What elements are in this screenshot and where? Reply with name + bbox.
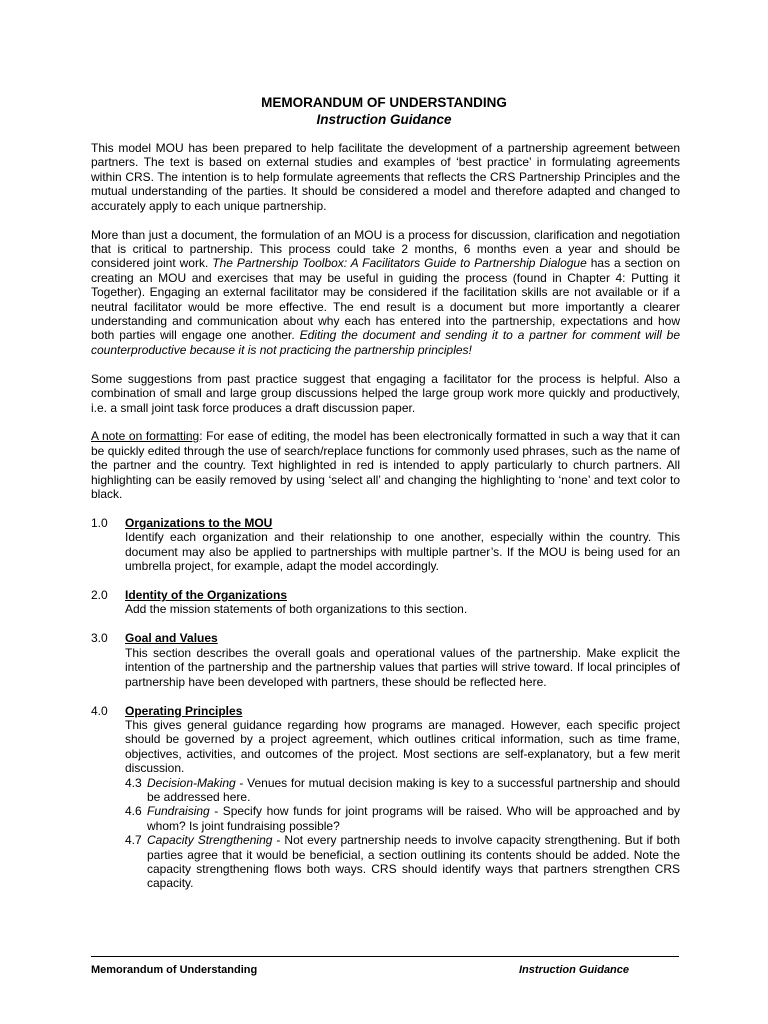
section-heading: Goal and Values bbox=[125, 631, 218, 646]
subsection-decision-making bbox=[125, 776, 680, 805]
document-body bbox=[91, 141, 680, 905]
subsection-text: - Venues for mutual decision making is key to a successful partnership and should be addressed here. bbox=[147, 775, 680, 804]
subsection-text: - Specify how funds for joint programs will be raised. Who will be approached and by whom? Is joint fundraising possible? bbox=[147, 804, 680, 833]
section-heading: Organizations to the MOU bbox=[125, 515, 273, 530]
subsection-content bbox=[147, 833, 680, 891]
section-content bbox=[125, 631, 680, 689]
process-paragraph bbox=[91, 228, 680, 358]
footer-divider bbox=[91, 956, 679, 957]
section-text: This section describes the overall goals and operational values of the partnership. Make explicit the intention of the partnership and the partnership values that parties will strive toward. If local principles of partnership have been developed with partners, these should be reflected here. bbox=[125, 645, 680, 689]
section-goal-values bbox=[91, 631, 680, 689]
section-organizations bbox=[91, 516, 680, 574]
document-title: MEMORANDUM OF UNDERSTANDING bbox=[261, 95, 507, 110]
section-text: Identify each organization and their relationship to one another, especially within the country. This document may also be applied to partnerships with multiple partner’s. If the MOU is being used for an umbrella project, for example, adapt the model accordingly. bbox=[125, 530, 680, 574]
footer-document-subtitle: Instruction Guidance bbox=[519, 964, 630, 976]
section-content bbox=[125, 588, 680, 617]
process-text-c: has a section on creating an MOU and exercises that may be useful in guiding the process (found in Chapter 4: Putting it Together). Engaging an external facilitator may be considered if the facilitation skills are not available or if a neutral facilitator would be more effective. The end result is a document but more importantly a clearer understanding and communication about why each has entered into the partnership, expectations and how both parties will engage one another. bbox=[91, 256, 680, 343]
section-heading: Operating Principles bbox=[125, 703, 243, 718]
section-number: 3.0 bbox=[91, 631, 108, 646]
subsection-number: 4.6 bbox=[125, 804, 142, 819]
process-text-a: More than just a document, the formulation of an MOU is a process for discussion, clarification and negotiation that is critical to partnership. This process could take 2 months, 6 months even a year and should be considered joint work. bbox=[91, 227, 680, 271]
footer-document-title: Memorandum of Understanding bbox=[91, 964, 258, 976]
intro-paragraph: This model MOU has been prepared to help facilitate the development of a partnership agreement between partners. The text is based on external studies and examples of ‘best practice’ in formulating agreements within CRS. The intention is to help formulate agreements that reflects the CRS Partnership Principles and the mutual understanding of the parties. It should be considered a model and therefore adapted and changed to accurately apply to each unique partnership. bbox=[91, 141, 680, 213]
toolbox-reference: The Partnership Toolbox: A Facilitators Guide to Partnership Dialogue bbox=[212, 256, 587, 271]
subsection-content bbox=[147, 804, 680, 833]
subsection-fundraising bbox=[125, 804, 680, 833]
process-warning: Editing the document and sending it to a partner for comment will be counterproductive because it is not practicing the partnership principles! bbox=[91, 328, 681, 357]
subsection-label: Capacity Strengthening bbox=[147, 833, 273, 848]
section-number: 2.0 bbox=[91, 588, 108, 603]
subsection-text: - Not every partnership needs to involve capacity strengthening. But if both parties agree that it would be beneficial, a section outlining its contents should be added. Note the capacity strengthening flows both ways. CRS should identify ways that partners strengthen CRS capacity. bbox=[147, 833, 680, 891]
section-content bbox=[125, 516, 680, 574]
subsection-label: Fundraising bbox=[147, 804, 210, 819]
section-operating-principles bbox=[91, 704, 680, 891]
formatting-note-text: : For ease of editing, the model has been electronically formatted in such a way that it can be quickly edited through the use of search/replace functions for commonly used phrases, such as the name of the partner and the country. Text highlighted in red is intended to apply particularly to church partners. All highlighting can be easily removed by using ‘select all’ and changing the highlighting to ‘none’ and text color to black. bbox=[91, 429, 680, 502]
section-text: This gives general guidance regarding how programs are managed. However, each specific project should be governed by a project agreement, which outlines critical information, such as time frame, objectives, activities, and outcomes of the project. Most sections are self-explanatory, but a few merit discussion. bbox=[125, 717, 680, 776]
section-content bbox=[125, 704, 680, 891]
subsection-number: 4.3 bbox=[125, 775, 142, 790]
section-text: Add the mission statements of both organizations to this section. bbox=[125, 602, 468, 617]
subsection-label: Decision-Making bbox=[147, 775, 236, 790]
section-number: 1.0 bbox=[91, 515, 108, 530]
subsection-capacity-strengthening bbox=[125, 833, 680, 891]
document-subtitle: Instruction Guidance bbox=[316, 112, 452, 127]
section-heading: Identity of the Organizations bbox=[125, 588, 288, 603]
formatting-note-paragraph bbox=[91, 429, 680, 501]
subsection-number: 4.7 bbox=[125, 833, 142, 848]
suggestions-paragraph: Some suggestions from past practice suggest that engaging a facilitator for the process is helpful. Also a combination of small and large group discussions helped the large group work more quickly and productively, i.e. a small joint task force produces a draft discussion paper. bbox=[91, 371, 680, 415]
section-identity bbox=[91, 588, 680, 617]
subsection-content bbox=[147, 776, 680, 805]
section-number: 4.0 bbox=[91, 703, 108, 718]
formatting-note-label: A note on formatting bbox=[91, 429, 200, 444]
